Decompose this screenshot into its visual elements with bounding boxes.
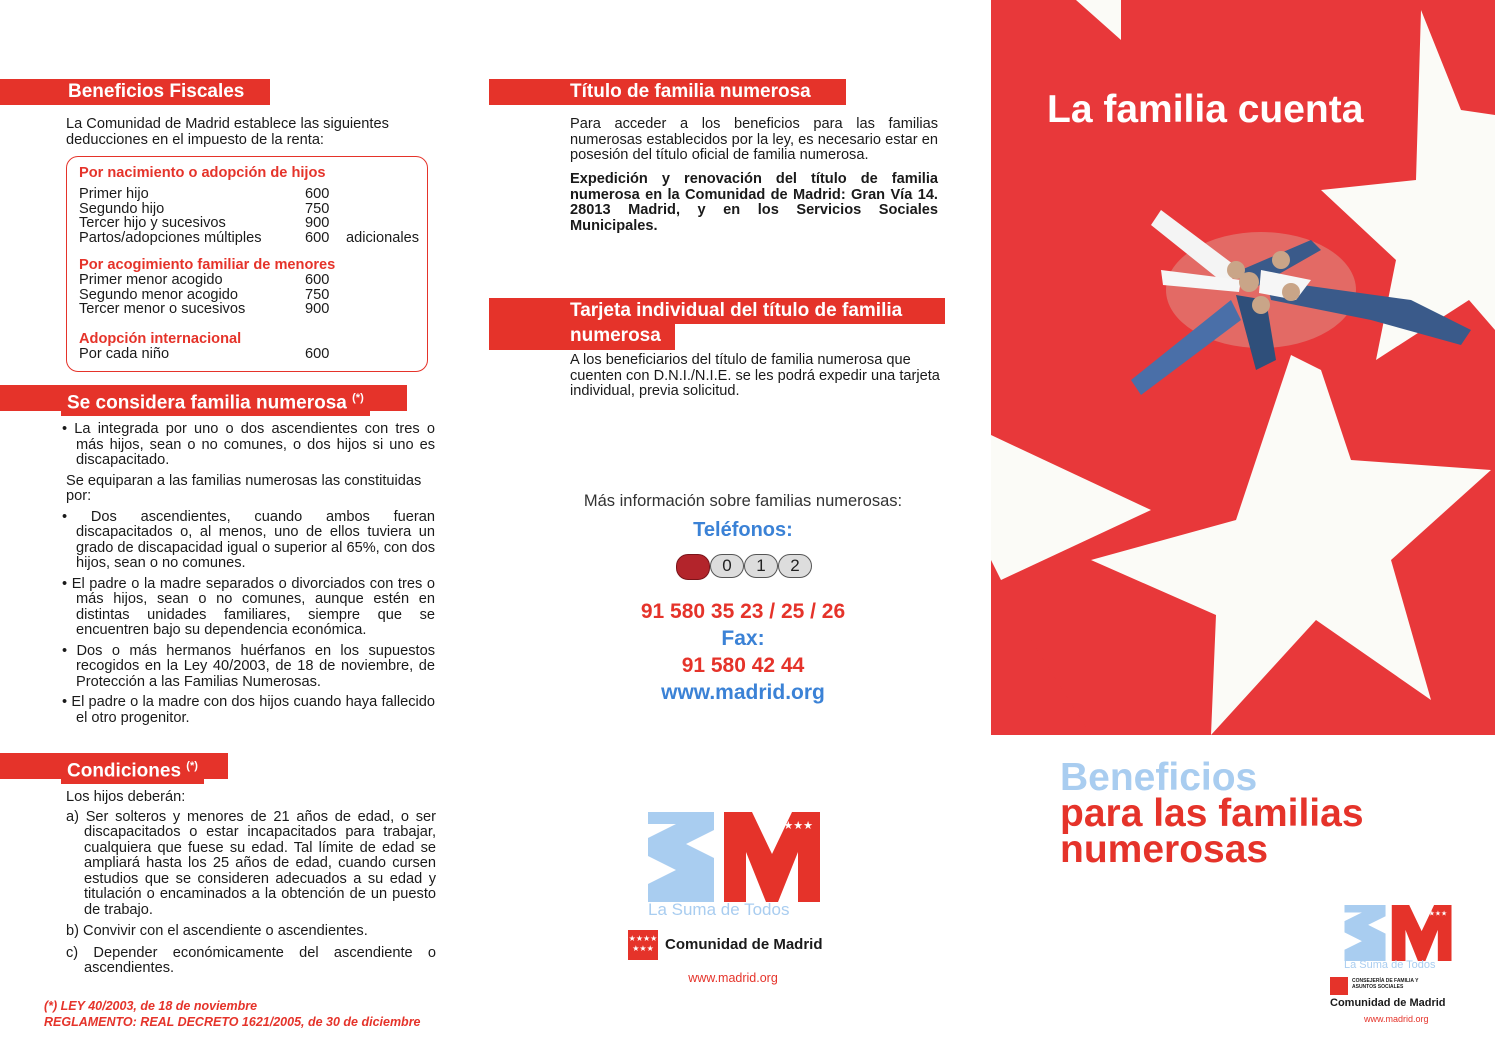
comunidad-logo	[628, 930, 848, 960]
footnote-ley: (*) LEY 40/2003, de 18 de noviembre	[44, 999, 258, 1013]
flag-icon: ★★★★ ★★★	[628, 930, 658, 960]
deduction-row: Por cada niño 600	[79, 345, 330, 362]
deduction-row: Segundo menor acogido 750	[79, 286, 330, 303]
logo-tagline-small: La Suma de Todos	[1344, 959, 1436, 971]
list-item: • El padre o la madre con dos hijos cuando haya fallecido el otro progenitor.	[62, 694, 435, 726]
group-title: Por nacimiento o adopción de hijos	[79, 165, 326, 181]
fax-label: Fax:	[721, 627, 765, 650]
badge-red-pill	[676, 554, 710, 580]
badge-012	[676, 551, 810, 585]
list-item: • La integrada por uno o dos ascendientes con tres o más hijos, sean o no comunes, o dos hijos si uno es discapacitado.	[62, 421, 435, 468]
madrid-logo-small	[1344, 905, 1452, 975]
logo-tagline: La Suma de Todos	[648, 900, 790, 919]
headline-line3: numerosas	[1060, 828, 1269, 871]
equiparan-text: Se equiparan a las familias numerosas las constituidas por:	[66, 472, 422, 504]
suma-logo-icon	[1344, 905, 1452, 961]
deductions-box	[66, 156, 428, 372]
group-title: Por acogimiento familiar de menores	[79, 257, 336, 273]
cover-title: La familia cuenta	[1047, 88, 1364, 131]
footnote-reglamento: REGLAMENTO: REAL DECRETO 1621/2005, de 30 de diciembre	[44, 1015, 421, 1029]
deduction-row: Primer menor acogido 600	[79, 272, 330, 288]
titulo-bold-text: Expedición y renovación del título de familia numerosa en la Comunidad de Madrid: Gran Vía 14. 28013 Madrid, y en los Servicios Sociales Municipales.	[570, 171, 938, 234]
condiciones-intro: Los hijos deberán:	[66, 789, 186, 805]
headline-line2: para las familias	[1060, 792, 1364, 835]
web-link[interactable]: www.madrid.org	[661, 681, 825, 704]
cover-headline	[1060, 756, 1480, 871]
fiscal-intro: La Comunidad de Madrid establece las siguientes deducciones en el impuesto de la renta:	[66, 116, 389, 148]
list-item: b) Convivir con el ascendiente o ascendientes.	[66, 923, 368, 939]
svg-text:★★★★: ★★★★	[773, 819, 813, 832]
titulo-text: Para acceder a los beneficios para las familias numerosas establecidos por la ley, es necesario estar en posesión del título oficial de familia numerosa.	[570, 116, 938, 163]
condiciones-title: Condiciones (*)	[61, 753, 204, 784]
titulo-title: Título de familia numerosa	[564, 79, 817, 105]
comunidad-name-small: Comunidad de Madrid	[1330, 997, 1446, 1009]
info-intro: Más información sobre familias numerosas:	[583, 492, 903, 510]
fax-value: 91 580 42 44	[681, 654, 805, 677]
svg-text:★★★★: ★★★★	[1422, 909, 1448, 918]
list-item: • Dos ascendientes, cuando ambos fueran discapacitados o, al menos, uno de ellos tuviera un grado de discapacidad igual o superior al 65%, con dos hijos, sean o no comunes.	[62, 508, 435, 571]
list-item: • El padre o la madre separados o divorciados con tres o más hijos, sean o no comunes, aunque estén en distintas unidades familiares, siempre que se encuentren bajo su dependencia económica.	[62, 575, 435, 638]
tarjeta-title-line1: Tarjeta individual del título de familia	[570, 300, 903, 321]
footer-web[interactable]: www.madrid.org	[688, 971, 778, 985]
fiscal-title: Beneficios Fiscales	[62, 79, 250, 105]
list-item: • Dos o más hermanos huérfanos en los supuestos recogidos en la Ley 40/2003, de 18 de noviembre, de Protección a las Familias Numerosas.	[62, 642, 435, 690]
suma-logo-icon	[648, 812, 820, 902]
badge-digit: 0	[710, 554, 744, 578]
deduction-row: Segundo hijo 750	[79, 200, 330, 217]
phones-value: 91 580 35 23 / 25 / 26	[640, 600, 846, 623]
numerosa-title: Se considera familia numerosa (*)	[61, 385, 370, 416]
consejeria-name: CONSEJERÍA DE FAMILIA Y ASUNTOS SOCIALES	[1352, 978, 1419, 990]
deduction-row: Tercer hijo y sucesivos 900	[79, 215, 330, 231]
deduction-row: Partos/adopciones múltiples 600 adicionales	[79, 229, 420, 246]
tarjeta-text: A los beneficiarios del título de familia numerosa que cuenten con D.N.I./N.I.E. se les podrá expedir una tarjeta individual, previa solicitud.	[570, 352, 940, 399]
comunidad-logo-small	[1330, 977, 1470, 1007]
comunidad-name: Comunidad de Madrid	[665, 936, 823, 953]
list-item: a) Ser solteros y menores de 21 años de edad, o ser discapacitados o estar incapacitados para trabajar, cualquiera que fuese su edad. Tal límite de edad se ampliará hasta los 25 años de edad, cuando cursen estudios que se consideren adecuados a su edad y titulación o encaminados a la obtención de un puesto de trabajo.	[66, 808, 436, 918]
phones-label: Teléfonos:	[693, 519, 793, 541]
tarjeta-title-line2: numerosa	[570, 325, 661, 346]
deduction-row: Tercer menor o sucesivos 900	[79, 301, 330, 317]
list-item: c) Depender económicamente del ascendiente o ascendientes.	[66, 944, 436, 976]
madrid-logo	[648, 812, 820, 922]
flag-icon	[1330, 977, 1348, 995]
group-title: Adopción internacional	[79, 330, 242, 347]
headline-line1: Beneficios	[1060, 756, 1258, 799]
footer-web-small[interactable]: www.madrid.org	[1364, 1014, 1429, 1024]
badge-digit: 1	[744, 554, 778, 578]
cover-image	[991, 0, 1495, 735]
badge-digit: 2	[778, 554, 812, 578]
deduction-row: Primer hijo 600	[79, 186, 330, 202]
